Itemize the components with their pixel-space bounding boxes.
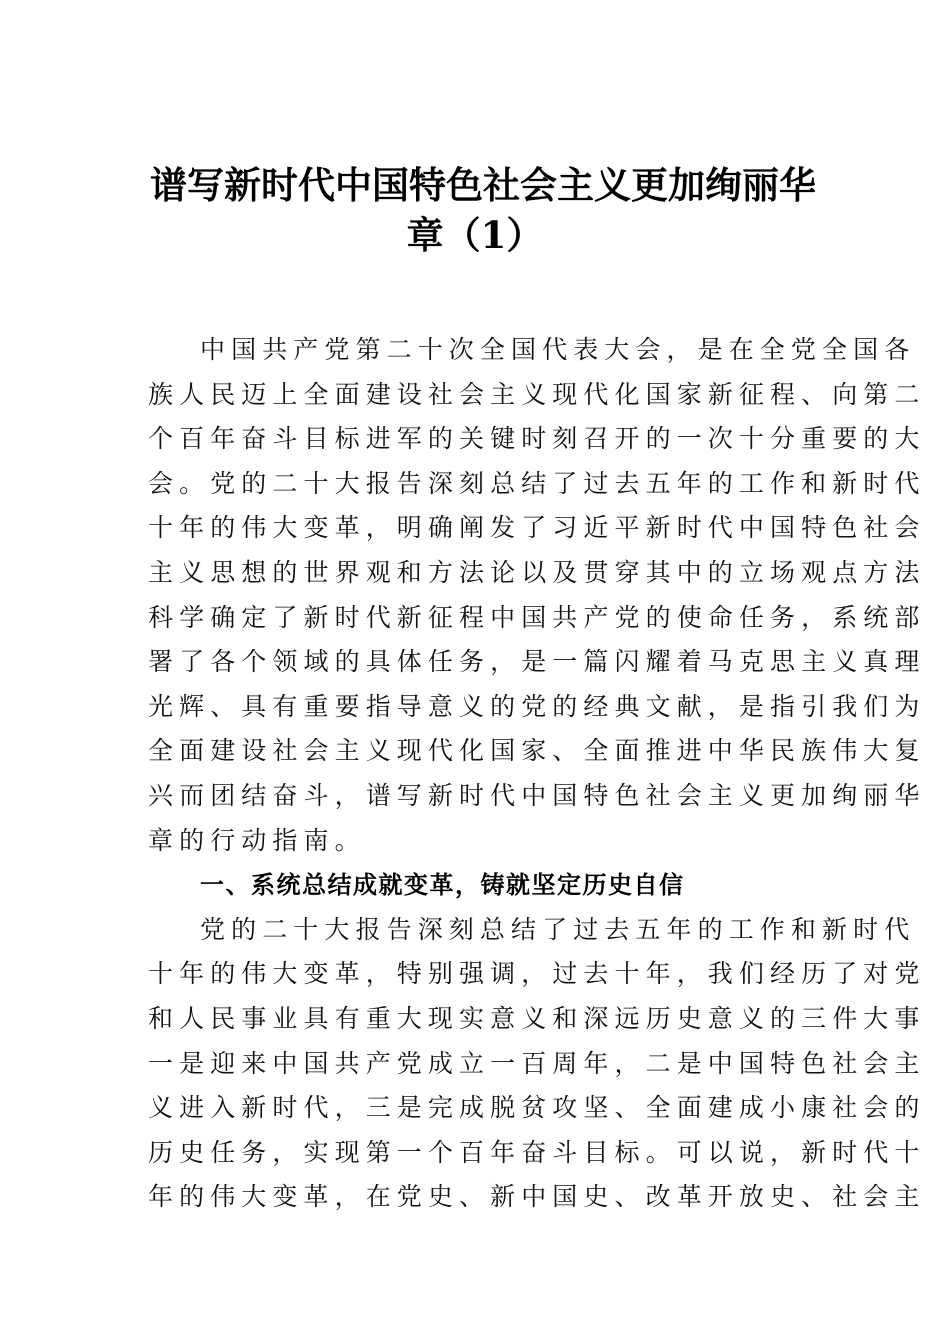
- paragraph-intro: [148, 328, 926, 863]
- title-line: 谱写新时代中国特色社会主义更加绚丽华: [150, 163, 816, 207]
- paragraph-section-1: [148, 908, 926, 1220]
- text-line: 兴而团结奋斗，谱写新时代中国特色社会主义更加绚丽华: [148, 780, 926, 810]
- text-line: 和人民事业具有重大现实意义和深远历史意义的三件大事: [148, 1003, 926, 1033]
- title-line: 章（1）: [406, 213, 544, 257]
- text-line: 义进入新时代，三是完成脱贫攻坚、全面建成小康社会的: [148, 1093, 926, 1123]
- text-line: 族人民迈上全面建设社会主义现代化国家新征程、向第二: [148, 379, 926, 409]
- document-title: [150, 160, 816, 260]
- text-line: 全面建设社会主义现代化国家、全面推进中华民族伟大复: [148, 736, 926, 766]
- text-line: 署了各个领域的具体任务，是一篇闪耀着马克思主义真理: [148, 647, 926, 677]
- text-line: 历史任务，实现第一个百年奋斗目标。可以说，新时代十: [148, 1137, 926, 1167]
- text-line: 十年的伟大变革，特别强调，过去十年，我们经历了对党: [148, 959, 926, 989]
- text-line: 中国共产党第二十次全国代表大会，是在全党全国各: [200, 335, 916, 364]
- text-line: 十年的伟大变革，明确阐发了习近平新时代中国特色社会: [148, 513, 926, 543]
- document-body: [148, 328, 926, 1220]
- text-line: 主义思想的世界观和方法论以及贯穿其中的立场观点方法: [148, 557, 926, 587]
- text-line: 一是迎来中国共产党成立一百周年，二是中国特色社会主: [148, 1048, 926, 1078]
- text-line: 光辉、具有重要指导意义的党的经典文献，是指引我们为: [148, 691, 926, 721]
- text-line: 章的行动指南。: [148, 825, 366, 855]
- text-line: 党的二十大报告深刻总结了过去五年的工作和新时代: [200, 914, 916, 944]
- text-line: 会。党的二十大报告深刻总结了过去五年的工作和新时代: [148, 468, 926, 498]
- text-line: 科学确定了新时代新征程中国共产党的使命任务，系统部: [148, 602, 926, 632]
- section-heading: 一、系统总结成就变革，铸就坚定历史自信: [200, 871, 685, 900]
- text-line: 年的伟大变革，在党史、新中国史、改革开放史、社会主: [148, 1182, 926, 1212]
- text-line: 个百年奋斗目标进军的关键时刻召开的一次十分重要的大: [148, 424, 926, 454]
